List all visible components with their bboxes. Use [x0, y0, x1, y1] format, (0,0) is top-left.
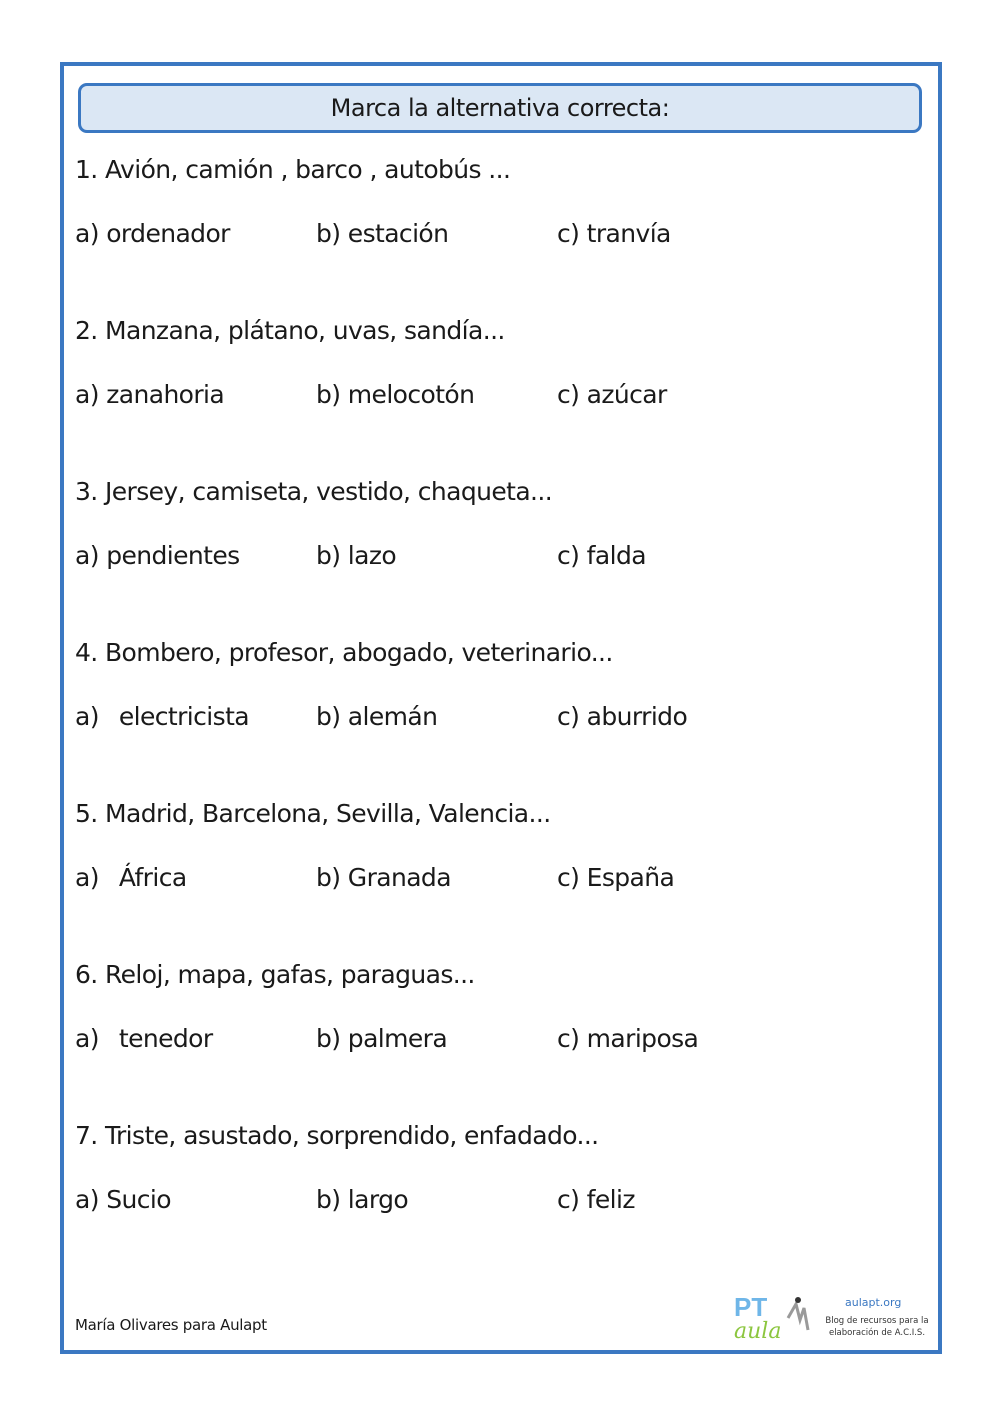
- logo-site-text: aulapt.org: [845, 1296, 902, 1309]
- question-2: 2. Manzana, plátano, uvas, sandía...: [75, 316, 505, 345]
- author-credit: María Olivares para Aulapt: [75, 1316, 267, 1334]
- option-7a[interactable]: a) Sucio: [75, 1185, 171, 1214]
- option-text: aburrido: [586, 702, 688, 731]
- option-text: África: [118, 863, 187, 892]
- option-5c[interactable]: c) España: [557, 863, 675, 892]
- option-2c[interactable]: c) azúcar: [557, 380, 667, 409]
- option-7c[interactable]: c) feliz: [557, 1185, 635, 1214]
- option-5a[interactable]: a) África: [75, 863, 187, 892]
- option-4c[interactable]: c) aburrido: [557, 702, 688, 731]
- logo-hand-mark: [788, 1304, 808, 1330]
- question-3: 3. Jersey, camiseta, vestido, chaqueta...: [75, 477, 553, 506]
- option-5b[interactable]: b) Granada: [316, 863, 451, 892]
- option-text: alemán: [347, 702, 438, 731]
- option-text: Granada: [347, 863, 451, 892]
- option-2b[interactable]: b) melocotón: [316, 380, 475, 409]
- option-text: estación: [347, 219, 449, 248]
- instruction-title-text: Marca la alternativa correcta:: [330, 94, 670, 122]
- option-1a[interactable]: a) ordenador: [75, 219, 230, 248]
- option-text: electricista: [118, 702, 249, 731]
- option-text: tranvía: [586, 219, 671, 248]
- question-5: 5. Madrid, Barcelona, Sevilla, Valencia...: [75, 799, 551, 828]
- option-1b[interactable]: b) estación: [316, 219, 449, 248]
- option-text: feliz: [586, 1185, 635, 1214]
- option-6a[interactable]: a) tenedor: [75, 1024, 213, 1053]
- option-3a[interactable]: a) pendientes: [75, 541, 240, 570]
- question-4: 4. Bombero, profesor, abogado, veterinario...: [75, 638, 613, 667]
- option-7b[interactable]: b) largo: [316, 1185, 409, 1214]
- option-6c[interactable]: c) mariposa: [557, 1024, 699, 1053]
- logo-description: Blog de recursos para la elaboración de A.C.I.S.: [825, 1316, 929, 1338]
- option-text: azúcar: [586, 380, 667, 409]
- option-text: España: [586, 863, 675, 892]
- question-1: 1. Avión, camión , barco , autobús ...: [75, 155, 511, 184]
- option-text: falda: [586, 541, 646, 570]
- option-6b[interactable]: b) palmera: [316, 1024, 448, 1053]
- option-text: ordenador: [106, 219, 230, 248]
- option-2a[interactable]: a) zanahoria: [75, 380, 225, 409]
- option-3b[interactable]: b) lazo: [316, 541, 397, 570]
- option-text: melocotón: [347, 380, 475, 409]
- option-4b[interactable]: b) alemán: [316, 702, 438, 731]
- question-7: 7. Triste, asustado, sorprendido, enfadado...: [75, 1121, 599, 1150]
- logo-aula-text: aula: [734, 1319, 782, 1342]
- option-3c[interactable]: c) falda: [557, 541, 646, 570]
- question-6: 6. Reloj, mapa, gafas, paraguas...: [75, 960, 475, 989]
- logo-pt-text: PT: [734, 1292, 768, 1322]
- option-text: lazo: [347, 541, 397, 570]
- option-text: largo: [347, 1185, 409, 1214]
- instruction-title: [78, 83, 922, 133]
- option-text: palmera: [347, 1024, 448, 1053]
- option-text: mariposa: [586, 1024, 699, 1053]
- option-1c[interactable]: c) tranvía: [557, 219, 671, 248]
- option-text: pendientes: [106, 541, 240, 570]
- option-text: zanahoria: [106, 380, 225, 409]
- option-text: tenedor: [118, 1024, 213, 1053]
- logo-dot: [795, 1297, 801, 1303]
- option-text: Sucio: [106, 1185, 171, 1214]
- option-4a[interactable]: a) electricista: [75, 702, 249, 731]
